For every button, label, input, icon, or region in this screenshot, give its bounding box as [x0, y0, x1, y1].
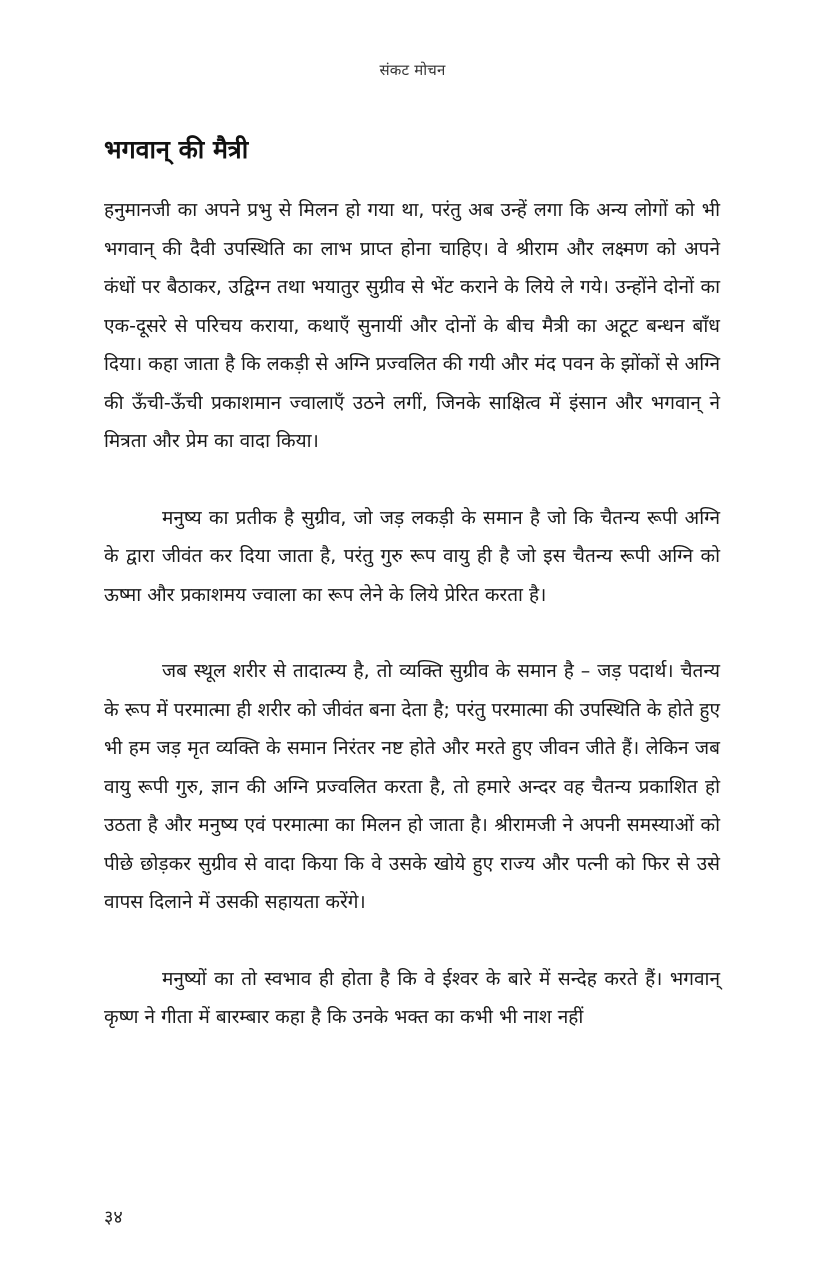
body-text — [104, 191, 720, 1075]
running-header: संकट मोचन — [379, 61, 446, 79]
paragraph: मनुष्य का प्रतीक है सुग्रीव, जो जड़ लकड़ी के समान है जो कि चैतन्य रूपी अग्नि के द्वारा जीवंत कर दिया जाता है, परंतु गुरु रूप वायु ही है जो इस चैतन्य रूपी अग्नि को ऊष्मा और प्रकाशमय ज्वाला का रूप लेने के लिये प्रेरित करता है। — [104, 506, 720, 606]
paragraph: जब स्थूल शरीर से तादात्म्य है, तो व्यक्ति सुग्रीव के समान है – जड़ पदार्थ। चैतन्य के रूप में परमात्मा ही शरीर को जीवंत बना देता है; परंतु परमात्मा की उपस्थिति के होते हुए भी हम जड़ मृत व्यक्ति के समान निरंतर नष्ट होते और मरते हुए जीवन जीते हैं। लेकिन जब वायु रूपी गुरु, ज्ञान की अग्नि प्रज्वलित करता है, तो हमारे अन्दर वह चैतन्य प्रकाशित हो उठता है और मनुष्य एवं परमात्मा का मिलन हो जाता है। श्रीरामजी ने अपनी समस्याओं को पीछे छोड़कर सुग्रीव से वादा किया कि वे उसके खोये हुए राज्य और पत्नी को फिर से उसे वापस दिलाने में उसकी सहायता करेंगे। — [104, 660, 720, 913]
chapter-title: भगवान् की मैत्री — [104, 135, 249, 164]
page-number: ३४ — [104, 1207, 123, 1228]
paragraph: मनुष्यों का तो स्वभाव ही होता है कि वे ईश्वर के बारे में सन्देह करते हैं। भगवान् कृष्ण ने गीता में बारम्बार कहा है कि उनके भक्त का कभी भी नाश नहीं — [104, 967, 720, 1028]
paragraph: हनुमानजी का अपने प्रभु से मिलन हो गया था, परंतु अब उन्हें लगा कि अन्य लोगों को भी भगवान् की दैवी उपस्थिति का लाभ प्राप्त होना चाहिए। वे श्रीराम और लक्ष्मण को अपने कंधों पर बैठाकर, उद्विग्न तथा भयातुर सुग्रीव से भेंट कराने के लिये ले गये। उन्होंने दोनों का एक-दूसरे से परिचय कराया, कथाएँ सुनायीं और दोनों के बीच मैत्री का अटूट बन्धन बाँध दिया। कहा जाता है कि लकड़ी से अग्नि प्रज्वलित की गयी और मंद पवन के झोंकों से अग्नि की ऊँची-ऊँची प्रकाशमान ज्वालाएँ उठने लगीं, जिनके साक्षित्व में इंसान और भगवान् ने मित्रता और प्रेम का वादा किया। — [104, 199, 720, 452]
